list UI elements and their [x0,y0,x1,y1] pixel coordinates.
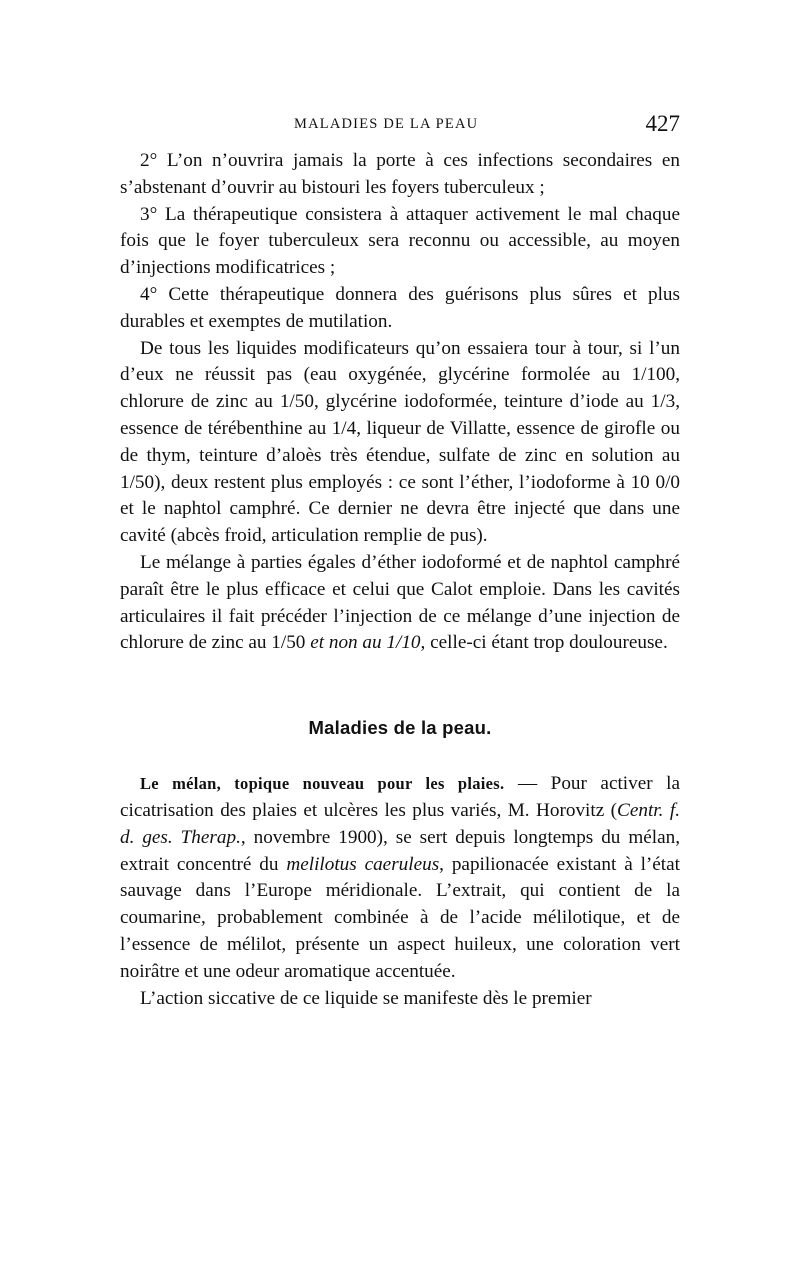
body-text [120,148,680,1012]
paragraph-point-4: 4° Cette thérapeutique donnera des guérisons plus sûres et plus durables et exemptes de mutilation. [120,283,680,332]
melange-emphasis: et non au 1/10 [310,632,421,654]
melange-text-start: Le mélange à parties égales d’éther iodoformé et de naphtol camphré paraît être le plus efficace et celui que Calot emploie. Dans les cavités articulaires il fait précéder l’injection de ce mélange d’une injection de chlorure de zinc au 1/50 [120,551,680,654]
paragraph-point-2: 2° L’on n’ouvrira jamais la porte à ces infections secondaires en s’abstenant d’ouvrir au bistouri les foyers tuberculeux ; [120,150,680,198]
melange-text-end: , celle-ci étant trop douloureuse. [420,632,668,654]
running-head [120,108,680,148]
book-page [120,108,680,1012]
journal-citation: Centr. f. d. ges. Therap. [120,799,680,848]
article-lead-title: Le mélan, topique nouveau pour les plaies. [140,774,505,794]
paragraph-melange [120,550,680,657]
page-number: 427 [645,111,680,136]
paragraph-liquides: De tous les liquides modificateurs qu’on essaiera tour à tour, si l’un d’eux ne réussit pas (eau oxygénée, glycérine formolée au 1/100, chlorure de zinc au 1/50, glycérine iodoformée, teinture d’iode au 1/3, essence de térébenthine au 1/4, liqueur de Villatte, essence de girofle ou de thym, teinture d’aloès très étendue, sulfate de zinc en solution au 1/50), deux restent plus employés : ce sont l’éther, l’iodoforme à 10 0/0 et le naphtol camphré. Ce dernier ne devra être injecté que dans une cavité (abcès froid, articulation remplie de pus). [120,337,680,547]
paragraph-melan [120,771,680,985]
species-name: melilotus caeruleus [286,853,440,875]
melan-text-2: , novembre 1900), se sert depuis longtemps du mélan, extrait concentré du [120,826,680,875]
paragraph-point-3: 3° La thérapeutique consistera à attaquer activement le mal chaque fois que le foyer tuberculeux sera reconnu ou accessible, au moyen d’injections modificatrices ; [120,203,680,279]
section-heading: Maladies de la peau. [308,717,492,739]
paragraph-action: L’action siccative de ce liquide se manifeste dès le premier [140,987,592,1009]
melan-text-3: , papilionacée existant à l’état sauvage dans l’Europe méridionale. L’extrait, qui contient de la coumarine, probablement combinée à de l’acide mélilotique, et de l’essence de mélilot, présente un aspect huileux, une coloration vert noirâtre et une odeur aromatique accentuée. [120,853,680,982]
running-title: MALADIES DE LA PEAU [294,116,479,132]
melan-text-1: — Pour activer la cicatrisation des plaies et ulcères les plus variés, M. Horovitz ( [120,773,680,821]
